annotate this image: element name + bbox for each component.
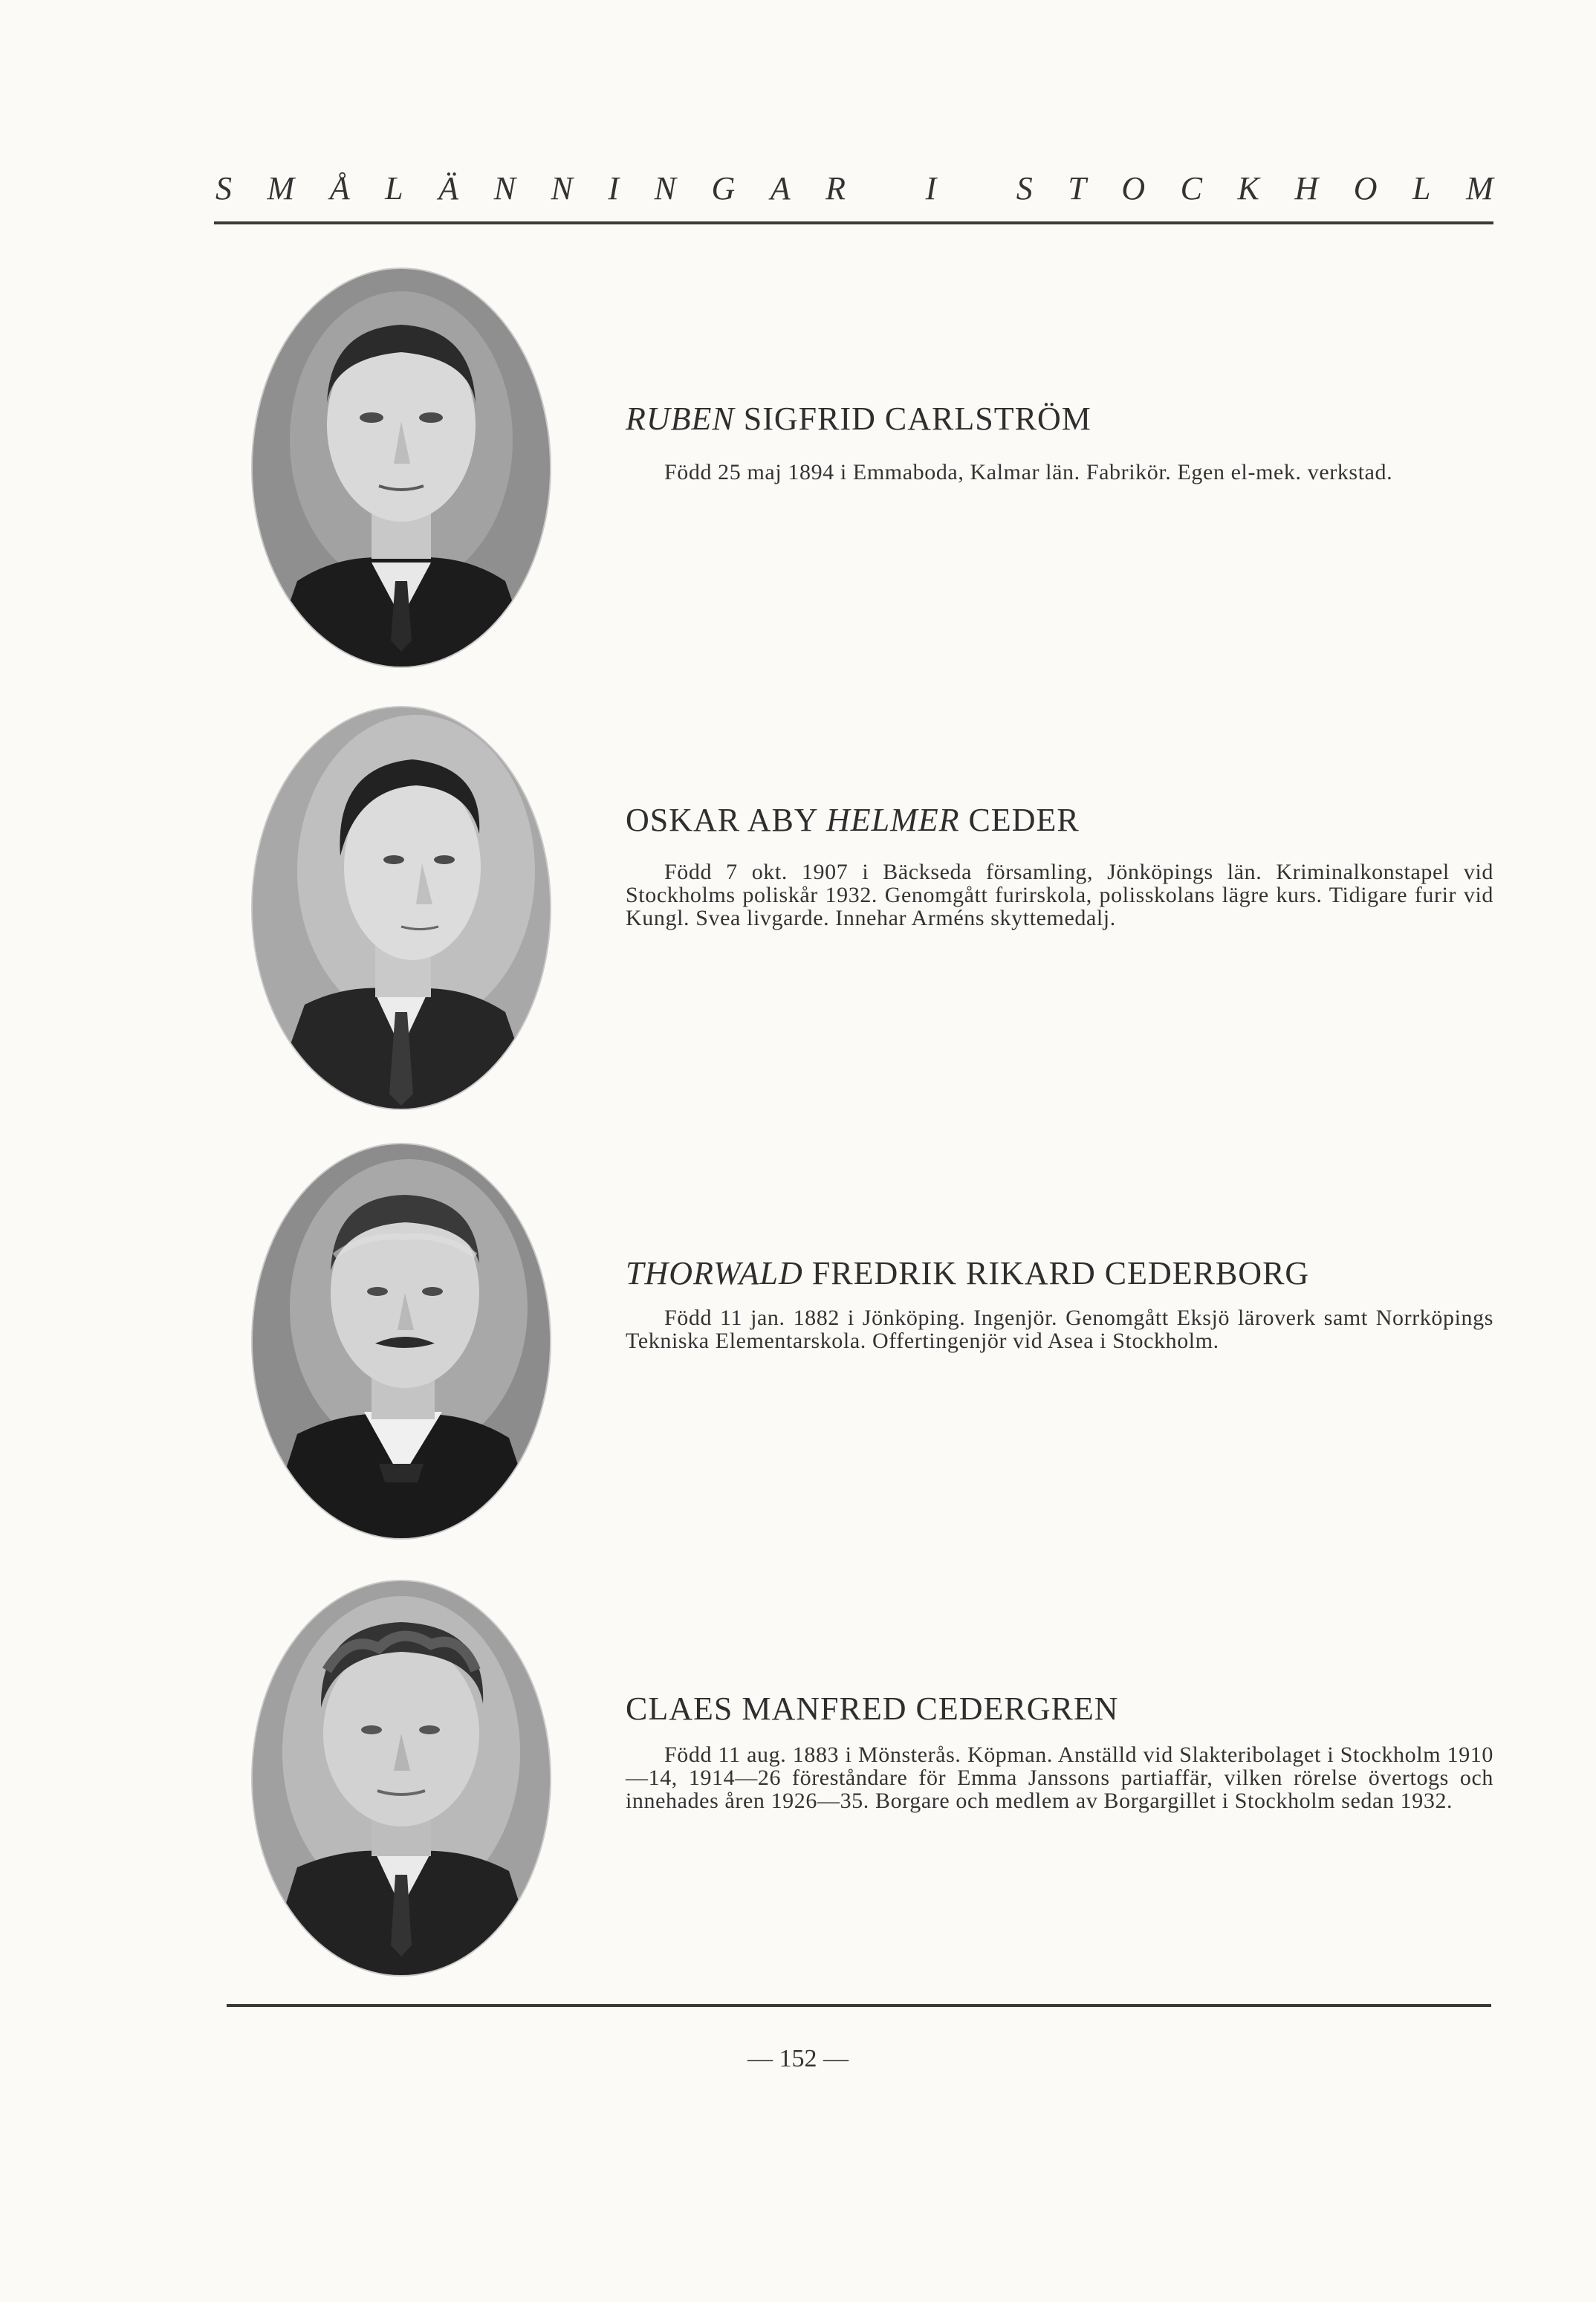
running-head-letter: H: [1294, 170, 1319, 207]
bio-text: Född 11 aug. 1883 i Mönsterås. Köpman. Anställd vid Slakteribolaget i Stockholm 1910—14, 1914—26 föreståndare för Emma Janssons partiaffär, vilken rörelse övertogs och innehades åren 1926—35. Borgare och medlem av Borgargillet i Stockholm sedan 1932.: [626, 1742, 1493, 1813]
running-head-letter: L: [1412, 170, 1431, 207]
biography-text: [626, 1743, 1493, 1812]
running-head-letter: N: [551, 170, 573, 207]
running-head-letter: S: [1016, 170, 1033, 207]
running-head-letter: G: [711, 170, 736, 207]
biography-text: [626, 860, 1493, 930]
running-head-letter: A: [770, 170, 791, 207]
running-head-letter: O: [1353, 170, 1378, 207]
bio-text: Född 25 maj 1894 i Emmaboda, Kalmar län. Fabrikör. Egen el-mek. verkstad.: [664, 460, 1393, 484]
portrait-photo: [253, 1581, 550, 1975]
name-italic: HELMER: [825, 802, 960, 838]
name-rest: CLAES MANFRED CEDERGREN: [626, 1690, 1119, 1727]
name-before: OSKAR ABY: [626, 802, 817, 838]
name-rest: SIGFRID CARLSTRÖM: [743, 401, 1091, 437]
running-head-letter: S: [215, 170, 232, 207]
person-name: [626, 1690, 1119, 1728]
running-head-letter: I: [925, 170, 937, 207]
biography-text: [626, 1306, 1493, 1352]
running-head-letter: L: [385, 170, 403, 207]
portrait-photo: [253, 269, 550, 667]
person-name: [626, 400, 1091, 438]
biography-text: [626, 461, 1493, 484]
running-head-letter: T: [1068, 170, 1086, 207]
portrait-photo: [253, 707, 550, 1109]
running-head-letter: M: [1466, 170, 1493, 207]
portrait-photo: [253, 1144, 550, 1538]
running-head-letter: Ä: [438, 170, 459, 207]
running-head-letter: O: [1121, 170, 1146, 207]
running-head-letter: N: [493, 170, 516, 207]
name-italic: RUBEN: [626, 401, 735, 437]
footer-rule: [227, 2004, 1491, 2007]
bio-text: Född 11 jan. 1882 i Jönköping. Ingenjör. Genomgått Eksjö läroverk samt Norrköpings Tekniska Elementarskola. Offertingenjör vid Asea i Stockholm.: [626, 1306, 1493, 1353]
name-rest: CEDER: [968, 802, 1080, 838]
running-head-letter: M: [267, 170, 295, 207]
running-head-letter: C: [1180, 170, 1202, 207]
running-head-letter: I: [608, 170, 620, 207]
person-name: [626, 801, 1080, 839]
running-head-letter: K: [1237, 170, 1259, 207]
name-italic: THORWALD: [626, 1255, 803, 1291]
person-name: [626, 1254, 1309, 1292]
bio-text: Född 7 okt. 1907 i Bäckseda församling, Jönköpings län. Kriminalkonstapel vid Stockholms poliskår 1932. Genomgått furirskola, polisskolans lägre kurs. Tidigare furir vid Kungl. Svea livgarde. Innehar Arméns skyttemedalj.: [626, 860, 1493, 930]
page-number: — 152 —: [747, 2045, 849, 2072]
running-head: [215, 169, 1493, 207]
running-head-letter: R: [825, 170, 846, 207]
running-head-letter: Å: [329, 170, 350, 207]
name-rest: FREDRIK RIKARD CEDERBORG: [811, 1255, 1310, 1291]
header-rule: [214, 221, 1493, 224]
running-head-letter: N: [654, 170, 676, 207]
